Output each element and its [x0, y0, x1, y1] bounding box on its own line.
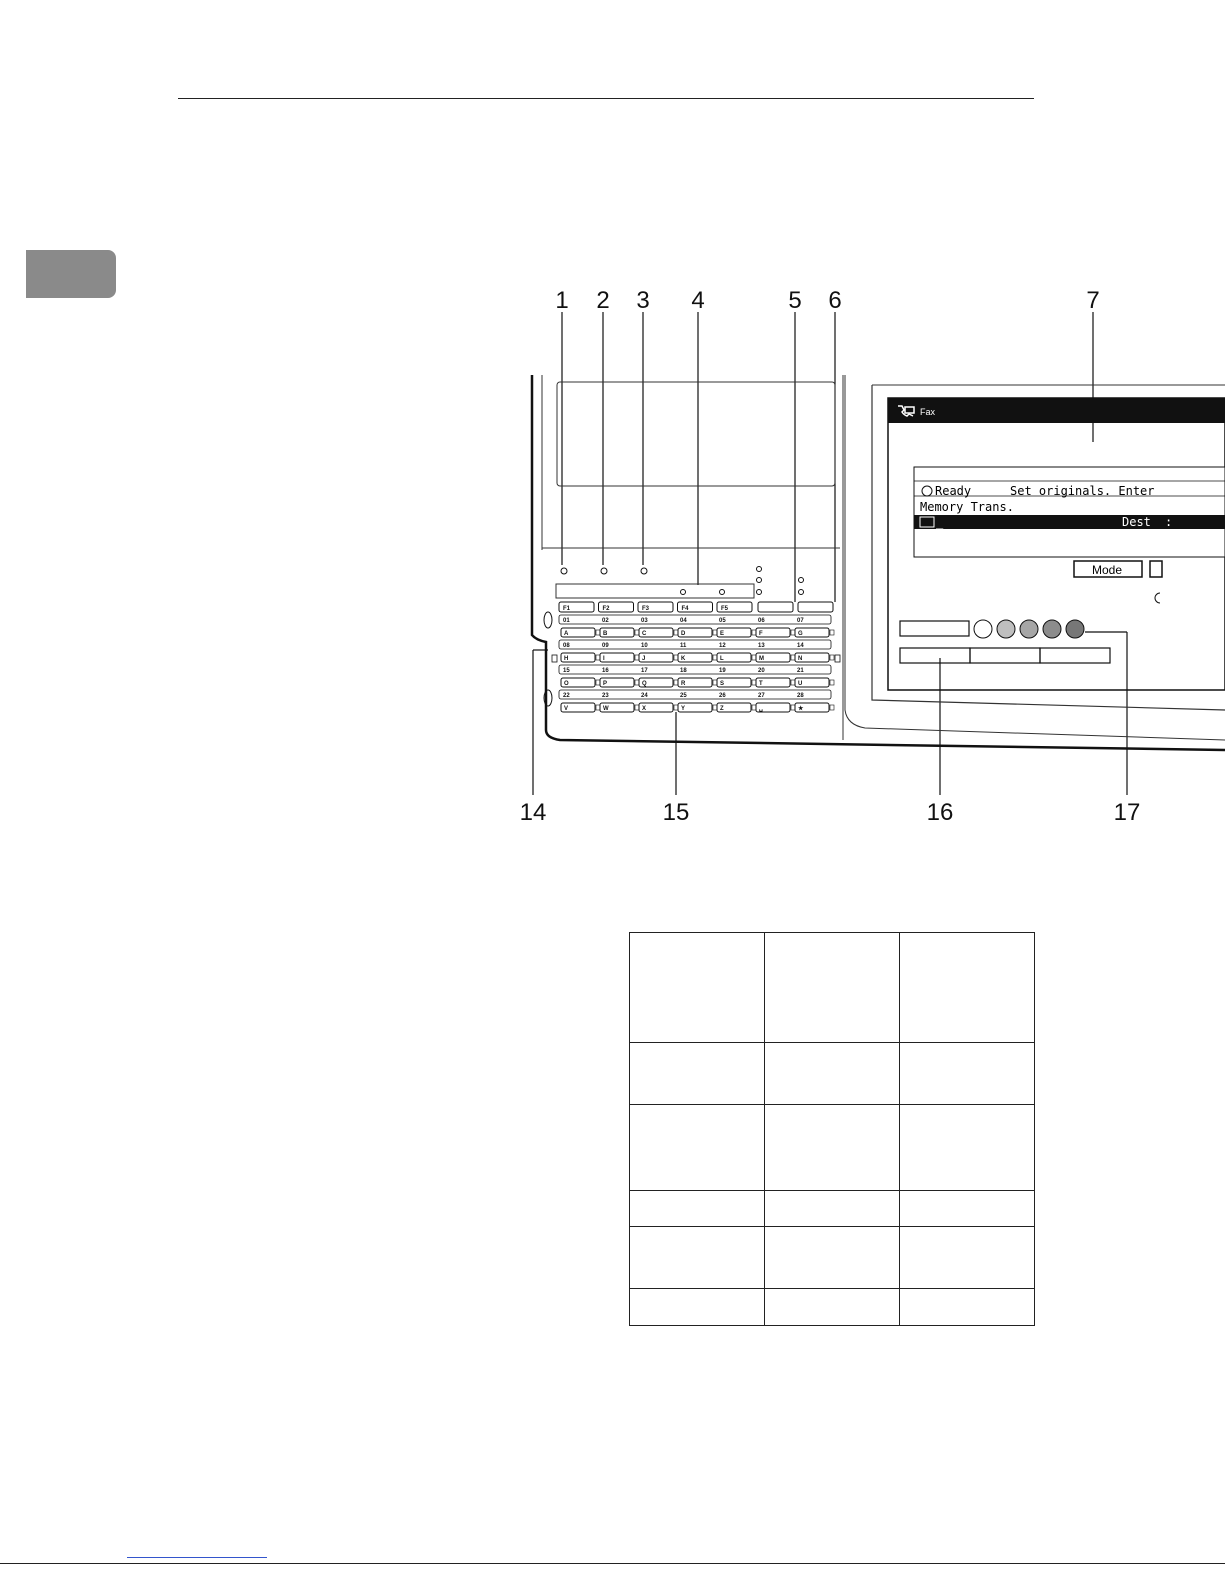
quick-dial-indicator: [713, 655, 717, 660]
quick-dial-number: 19: [719, 668, 726, 674]
density-indicator-1: [974, 620, 992, 638]
quick-dial-letter: ★: [798, 706, 804, 712]
status-message: Set originals. Enter: [1010, 484, 1155, 498]
dest-label: Dest: [1122, 515, 1151, 529]
callout-14: 14: [519, 799, 547, 826]
quick-dial-letter: K: [681, 656, 686, 662]
quick-dial-letter: P: [603, 681, 608, 687]
svg-text::: :: [1165, 515, 1173, 529]
table-row: [630, 1289, 1035, 1326]
quick-dial-number: 20: [758, 668, 765, 674]
quick-dial-letter: G: [798, 631, 803, 637]
density-indicator-2: [997, 620, 1015, 638]
density-indicator-3: [1020, 620, 1038, 638]
quick-dial-number: 15: [563, 668, 570, 674]
table-row: [630, 1105, 1035, 1191]
screen-button[interactable]: [900, 621, 969, 636]
quick-dial-letter: W: [603, 706, 609, 712]
callout-2: 2: [596, 287, 610, 314]
callout-3: 3: [636, 287, 650, 314]
quick-dial-indicator: [830, 655, 834, 660]
function-key-label: F2: [602, 606, 610, 612]
quick-dial-number: 06: [758, 618, 765, 624]
quick-dial-number: 14: [797, 643, 804, 649]
quick-dial-number: 23: [602, 693, 609, 699]
density-indicator-5: [1066, 620, 1084, 638]
quick-dial-indicator: [596, 705, 600, 710]
callout-1: 1: [555, 287, 569, 314]
callout-5: 5: [788, 287, 802, 314]
quick-dial-number: 11: [680, 643, 687, 649]
quick-dial-letter: B: [603, 631, 608, 637]
quick-dial-letter: R: [681, 681, 686, 687]
quick-dial-number: 17: [641, 668, 648, 674]
callout-15: 15: [662, 799, 690, 826]
footer-rule: [0, 1563, 1225, 1564]
quick-dial-letter: F: [759, 631, 763, 637]
quick-dial-indicator: [674, 680, 678, 685]
quick-dial-letter: T: [759, 681, 763, 687]
screen-button[interactable]: [900, 648, 970, 663]
quick-dial-indicator: [635, 705, 639, 710]
header-rule: [178, 98, 1034, 99]
table-row: [630, 1191, 1035, 1227]
quick-dial-number: 05: [719, 618, 726, 624]
callout-16: 16: [926, 799, 954, 826]
table-row: [630, 933, 1035, 1043]
quick-dial-indicator: [791, 680, 795, 685]
quick-dial-indicator: [713, 630, 717, 635]
quick-dial-number: 18: [680, 668, 687, 674]
quick-dial-letter: A: [564, 631, 569, 637]
quick-dial-indicator: [674, 705, 678, 710]
quick-dial-number: 07: [797, 618, 804, 624]
quick-dial-number: 08: [563, 643, 570, 649]
quick-dial-number: 22: [563, 693, 570, 699]
footer-link[interactable]: [127, 1557, 267, 1558]
table-row: [630, 1227, 1035, 1289]
quick-dial-number: 02: [602, 618, 609, 624]
quick-dial-indicator: [635, 680, 639, 685]
quick-dial-letter: H: [564, 656, 569, 662]
quick-dial-letter: ␣: [759, 706, 763, 712]
function-keys: [559, 602, 752, 612]
quick-dial-indicator: [635, 630, 639, 635]
quick-dial-number: 27: [758, 693, 765, 699]
quick-dial-indicator: [791, 655, 795, 660]
quick-dial-indicator: [752, 680, 756, 685]
screen-button[interactable]: [1040, 648, 1110, 663]
callout-4: 4: [691, 287, 705, 314]
right-panel: [845, 375, 1225, 740]
function-key-label: F3: [642, 606, 650, 612]
quick-dial-letter: C: [642, 631, 647, 637]
quick-dial-letter: S: [720, 681, 725, 687]
quick-dial-number-strip: [559, 665, 831, 674]
chapter-tab: [26, 250, 116, 298]
quick-dial-number: 03: [641, 618, 648, 624]
quick-dial-letter: D: [681, 631, 686, 637]
quick-dial-number: 16: [602, 668, 609, 674]
quick-dial-key[interactable]: [600, 653, 634, 662]
callout-17: 17: [1113, 799, 1141, 826]
quick-dial-number: 09: [602, 643, 609, 649]
quick-dial-letter: Y: [681, 706, 686, 712]
quick-dial-number: 21: [797, 668, 804, 674]
quick-dial-letter: O: [564, 681, 569, 687]
quick-dial-letter: V: [564, 706, 569, 712]
screen-button[interactable]: [970, 648, 1040, 663]
quick-dial-indicator: [791, 705, 795, 710]
callout-7: 7: [1086, 287, 1100, 314]
quick-dial-letter: Z: [720, 706, 724, 712]
quick-dial-number-strip: [559, 640, 831, 649]
quick-dial-letter: E: [720, 631, 725, 637]
quick-dial-keys: [559, 615, 834, 712]
status-ready: Ready: [935, 484, 972, 498]
quick-dial-indicator: [791, 630, 795, 635]
quick-dial-number: 25: [680, 693, 687, 699]
quick-dial-indicator: [830, 705, 834, 710]
function-key-label: F5: [721, 606, 729, 612]
quick-dial-indicator: [674, 655, 678, 660]
quick-dial-letter: X: [642, 706, 647, 712]
spec-table: [629, 932, 1035, 1326]
quick-dial-indicator: [713, 680, 717, 685]
quick-dial-letter: I: [603, 656, 605, 662]
function-key-label: F4: [681, 606, 689, 612]
control-panel-diagram: [500, 280, 1225, 840]
svg-text:_: _: [936, 515, 944, 529]
quick-dial-letter: N: [798, 656, 803, 662]
quick-dial-indicator: [713, 705, 717, 710]
quick-dial-number: 26: [719, 693, 726, 699]
quick-dial-number: 12: [719, 643, 726, 649]
quick-dial-letter: Q: [642, 681, 647, 687]
quick-dial-number: 13: [758, 643, 765, 649]
quick-dial-number: 28: [797, 693, 804, 699]
quick-dial-letter: U: [798, 681, 803, 687]
mode-line: Memory Trans.: [920, 500, 1014, 514]
quick-dial-indicator: [752, 630, 756, 635]
mode-button-label: Mode: [1092, 563, 1123, 577]
quick-dial-number: 04: [680, 618, 687, 624]
table-row: [630, 1043, 1035, 1105]
quick-dial-indicator: [830, 680, 834, 685]
quick-dial-number: 24: [641, 693, 648, 699]
quick-dial-indicator: [596, 655, 600, 660]
quick-dial-letter: M: [759, 656, 764, 662]
quick-dial-indicator: [674, 630, 678, 635]
quick-dial-indicator: [752, 705, 756, 710]
quick-dial-indicator: [596, 680, 600, 685]
quick-dial-number-strip: [559, 690, 831, 699]
quick-dial-number-strip: [559, 615, 831, 624]
quick-dial-indicator: [635, 655, 639, 660]
screen-title: Fax: [920, 407, 936, 417]
quick-dial-number: 10: [641, 643, 648, 649]
quick-dial-letter: J: [642, 656, 646, 662]
callout-6: 6: [828, 287, 842, 314]
quick-dial-indicator: [596, 630, 600, 635]
density-indicator-4: [1043, 620, 1061, 638]
quick-dial-number: 01: [563, 618, 570, 624]
quick-dial-letter: L: [720, 656, 724, 662]
quick-dial-indicator: [752, 655, 756, 660]
quick-dial-indicator: [830, 630, 834, 635]
function-key-label: F1: [563, 606, 571, 612]
